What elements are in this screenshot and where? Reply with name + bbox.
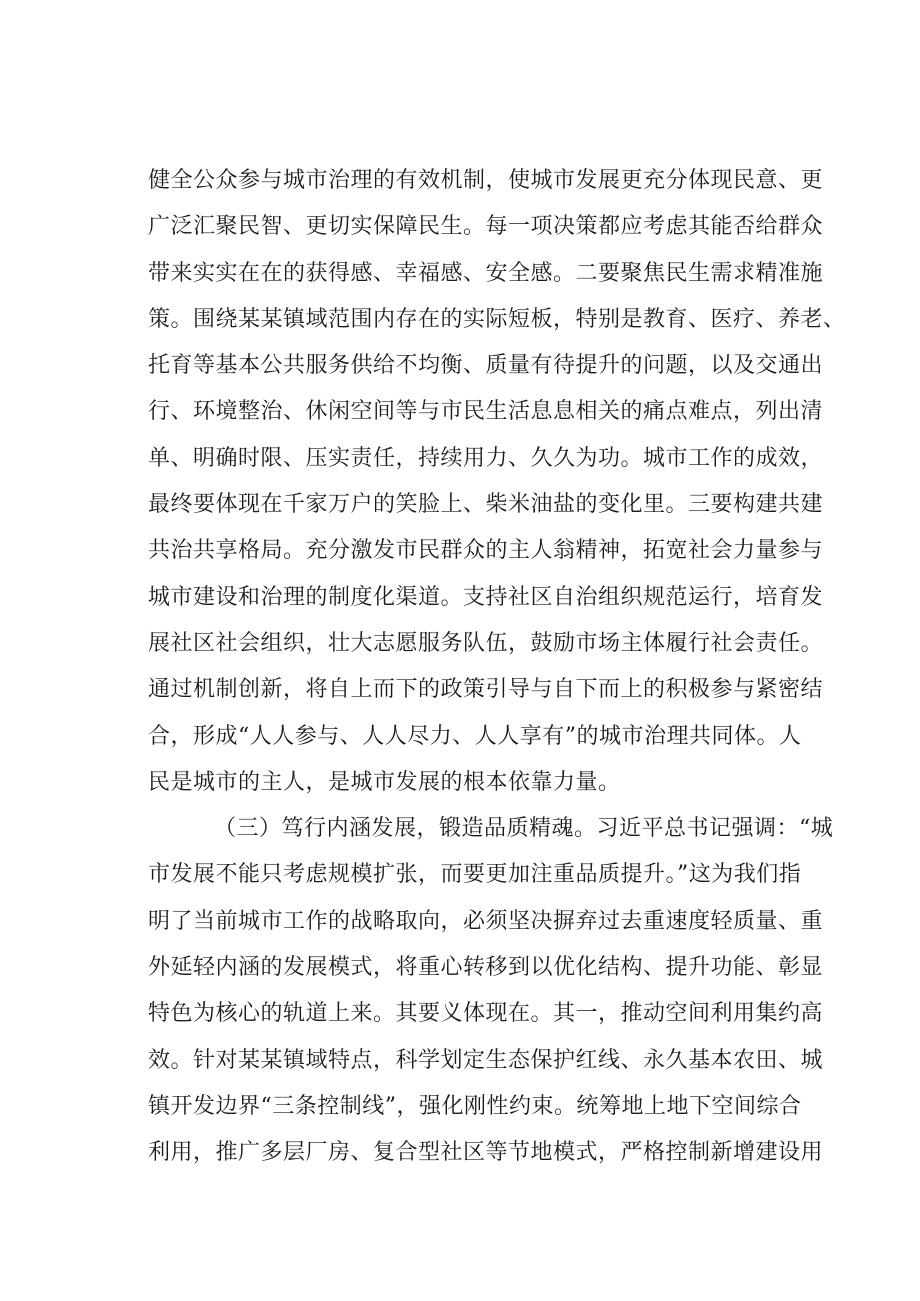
section-heading-line: （三）笃行内涵发展，锻造品质精魂。习近平总书记强调：“城 <box>214 816 834 842</box>
body-text <box>148 158 846 1177</box>
text-line: 特色为核心的轨道上来。其要义体现在。其一，推动空间利用集约高 <box>148 1001 824 1027</box>
text-line: 行、环境整治、休闲空间等与市民生活息息相关的痛点难点，列出清 <box>148 399 824 425</box>
text-line: 合，形成“人人参与、人人尽力、人人享有”的城市治理共同体。人 <box>148 723 802 749</box>
text-line: 托育等基本公共服务供给不均衡、质量有待提升的问题，以及交通出 <box>148 353 824 379</box>
text-line: 最终要体现在千家万户的笑脸上、柴米油盐的变化里。三要构建共建 <box>148 492 824 518</box>
text-line: 城市建设和治理的制度化渠道。支持社区自治组织规范运行，培育发 <box>148 584 824 610</box>
text-line: 策。围绕某某镇域范围内存在的实际短板，特别是教育、医疗、养老、 <box>148 306 846 332</box>
text-line: 健全公众参与城市治理的有效机制，使城市发展更充分体现民意、更 <box>148 168 824 193</box>
text-line: 展社区社会组织，壮大志愿服务队伍，鼓励市场主体履行社会责任。 <box>148 630 824 656</box>
text-line: 带来实实在在的获得感、幸福感、安全感。二要聚焦民生需求精准施 <box>148 260 824 286</box>
text-line: 通过机制创新，将自上而下的政策引导与自下而上的积极参与紧密结 <box>148 677 824 703</box>
text-line: 单、明确时限、压实责任，持续用力、久久为功。城市工作的成效， <box>148 445 824 471</box>
text-line: 民是城市的主人，是城市发展的根本依靠力量。 <box>148 769 621 795</box>
text-line: 镇开发边界“三条控制线”，强化刚性约束。统筹地上地下空间综合 <box>148 1093 802 1119</box>
text-line: 外延轻内涵的发展模式，将重心转移到以优化结构、提升功能、彰显 <box>148 955 824 981</box>
text-line: 市发展不能只考虑规模扩张，而要更加注重品质提升。”这为我们指 <box>148 862 802 888</box>
text-line: 效。针对某某镇域特点，科学划定生态保护红线、永久基本农田、城 <box>148 1047 824 1073</box>
text-line: 共治共享格局。充分激发市民群众的主人翁精神，拓宽社会力量参与 <box>148 538 824 564</box>
text-line: 广泛汇聚民智、更切实保障民生。每一项决策都应考虑其能否给群众 <box>148 214 824 240</box>
text-line: 利用，推广多层厂房、复合型社区等节地模式，严格控制新增建设用 <box>148 1140 824 1166</box>
text-line: 明了当前城市工作的战略取向，必须坚决摒弃过去重速度轻质量、重 <box>148 908 824 934</box>
